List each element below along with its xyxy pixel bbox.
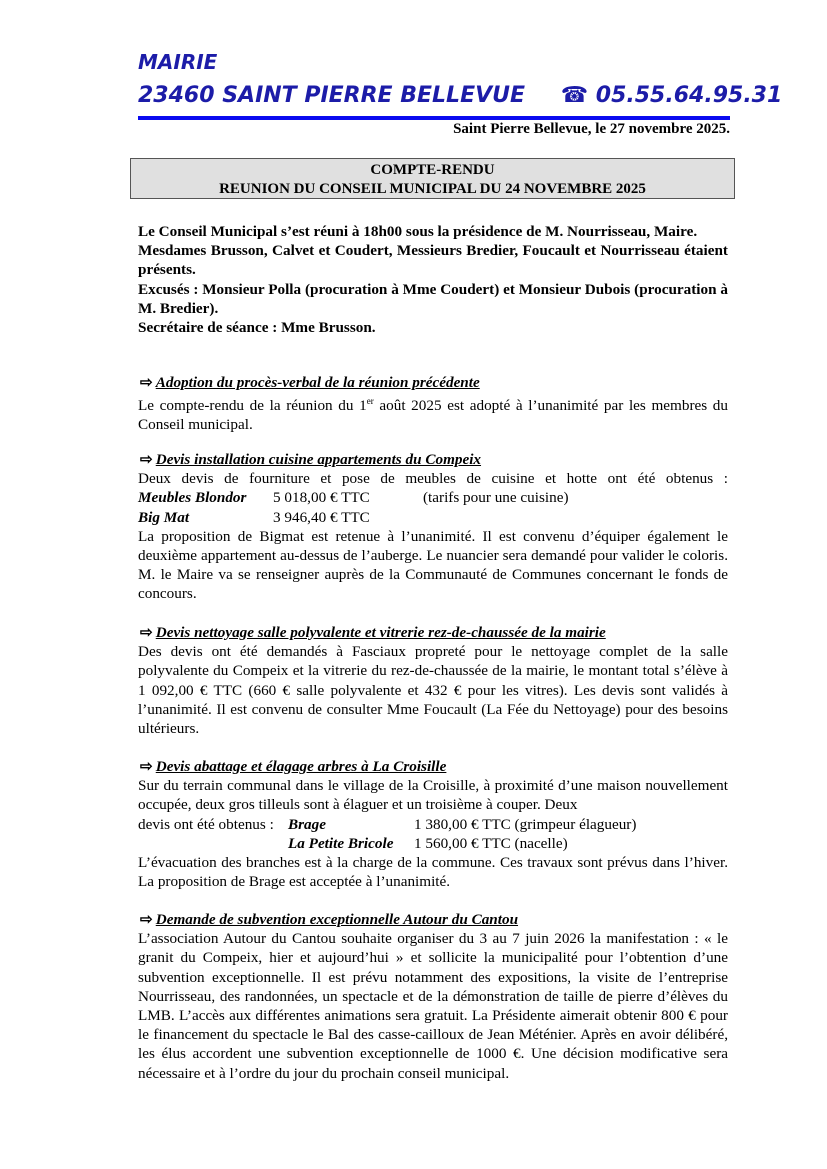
section-title: Adoption du procès-verbal de la réunion précédente [155, 374, 480, 391]
mairie-heading: MAIRIE [138, 50, 218, 74]
attendance-intro [138, 222, 728, 337]
section-minutes-approval [138, 373, 728, 435]
address-line [138, 83, 782, 108]
section-title: Devis abattage et élagage arbres à La Croisille [155, 758, 447, 775]
arrow-right-icon: ⇨ [140, 624, 153, 641]
quote-price: 1 380,00 € TTC (grimpeur élagueur) [414, 815, 637, 833]
section-title: Demande de subvention exceptionnelle Autour du Cantou [155, 911, 519, 928]
intro-line: Secrétaire de séance : Mme Brusson. [138, 319, 376, 337]
section-text: L’association Autour du Cantou souhaite organiser du 3 au 7 juin 2026 la manifestation : « le granit du Compeix, hier et aujourd’hui » et sollicite la municipalité pour l’obtention d’une subvention exceptionnelle. Il est prévu notamment des expositions, la visite de l’entreprise Nourrisseau, des randonnées, un spectacle et de la démonstration de taille de pierre d’élèves du LMB. L’accès aux différentes animations sera gratuit. La Présidente aimerait obtenir 800 € pour le financement du spectacle le Bal des casse-cailloux de Jean Méténier. Après en avoir délibéré, les élus accordent une subvention exceptionnelle de 1000 €. Une décision modificative sera nécessaire et à l’ordre du jour du prochain conseil municipal. [138, 930, 728, 1082]
section-kitchen-quotes [138, 450, 728, 604]
quote-vendor: Meubles Blondor [138, 489, 247, 507]
intro-line: Mesdames Brusson, Calvet et Coudert, Messieurs Bredier, Foucault et Nourrisseau étaient présents. [138, 242, 728, 279]
title-line-2: REUNION DU CONSEIL MUNICIPAL DU 24 NOVEMBRE 2025 [219, 181, 646, 197]
quote-vendor: Brage [288, 815, 326, 833]
quote-price: 3 946,40 € TTC [273, 508, 370, 526]
quote-price: 5 018,00 € TTC [273, 489, 370, 507]
quote-row [138, 508, 728, 527]
intro-line: Excusés : Monsieur Polla (procuration à Mme Coudert) et Monsieur Dubois (procuration à M. Bredier). [138, 280, 728, 317]
document-date: Saint Pierre Bellevue, le 27 novembre 2025. [453, 121, 730, 137]
text-part: Le compte-rendu de la réunion du 1 [138, 397, 367, 415]
telephone-icon: ☎ [560, 83, 589, 108]
arrow-right-icon: ⇨ [140, 451, 153, 468]
section-text: Des devis ont été demandés à Fasciaux propreté pour le nettoyage complet de la salle polyvalente du Compeix et la vitrerie du rez-de-chaussée de la mairie, le montant total s’élève à 1 092,00 € TTC (660 € salle polyvalente et 432 € pour les vitres). Les devis sont validés à l’unanimité. Il est convenu de consulter Mme Foucault (La Fée du Nettoyage) pour des besoins ultérieurs. [138, 643, 728, 738]
quote-price: 1 560,00 € TTC (nacelle) [414, 834, 568, 852]
address: 23460 SAINT PIERRE BELLEVUE [138, 83, 526, 108]
section-text: La proposition de Bigmat est retenue à l’unanimité. Il est convenu d’équiper également le deuxième appartement au-dessus de l’auberge. Le nuancier sera demandé pour valider le coloris. M. le Maire va se renseigner auprès de la Communauté de Communes concernant le fonds de concours. [138, 527, 728, 603]
section-title: Devis installation cuisine appartements du Compeix [155, 451, 482, 468]
section-subsidy-request [138, 910, 728, 1083]
section-tree-quotes [138, 757, 728, 891]
intro-line: Le Conseil Municipal s’est réuni à 18h00 sous la présidence de M. Nourrisseau, Maire. [138, 223, 698, 240]
arrow-right-icon: ⇨ [140, 758, 153, 775]
quote-row [138, 488, 728, 507]
arrow-right-icon: ⇨ [140, 374, 153, 391]
superscript: er [366, 396, 374, 407]
section-text: L’évacuation des branches est à la charge de la commune. Ces travaux sont prévus dans l’hiver. La proposition de Brage est acceptée à l’unanimité. [138, 854, 728, 891]
title-box [130, 158, 735, 199]
section-text: Sur du terrain communal dans le village de la Croisille, à proximité d’une maison nouvellement occupée, deux gros tilleuls sont à élaguer et un troisième à couper. Deux [138, 777, 728, 814]
section-cleaning-quotes [138, 623, 728, 738]
quote-row [138, 815, 728, 834]
section-text: Deux devis de fourniture et pose de meubles de cuisine et hotte ont été obtenus : [138, 470, 728, 488]
arrow-right-icon: ⇨ [140, 911, 153, 928]
quote-lead: devis ont été obtenus : [138, 815, 274, 833]
section-title: Devis nettoyage salle polyvalente et vitrerie rez-de-chaussée de la mairie [155, 624, 606, 641]
header-divider [138, 116, 730, 120]
quote-vendor: Big Mat [138, 508, 190, 526]
quote-row [138, 834, 728, 853]
quote-vendor: La Petite Bricole [288, 834, 394, 852]
phone-number: 05.55.64.95.31 [595, 83, 783, 108]
text-part: août 2025 est adopté à l’unanimité par les membres du Conseil municipal. [138, 397, 728, 434]
title-line-1: COMPTE-RENDU [370, 162, 495, 178]
quote-note: (tarifs pour une cuisine) [423, 489, 569, 507]
section-text [138, 392, 728, 434]
